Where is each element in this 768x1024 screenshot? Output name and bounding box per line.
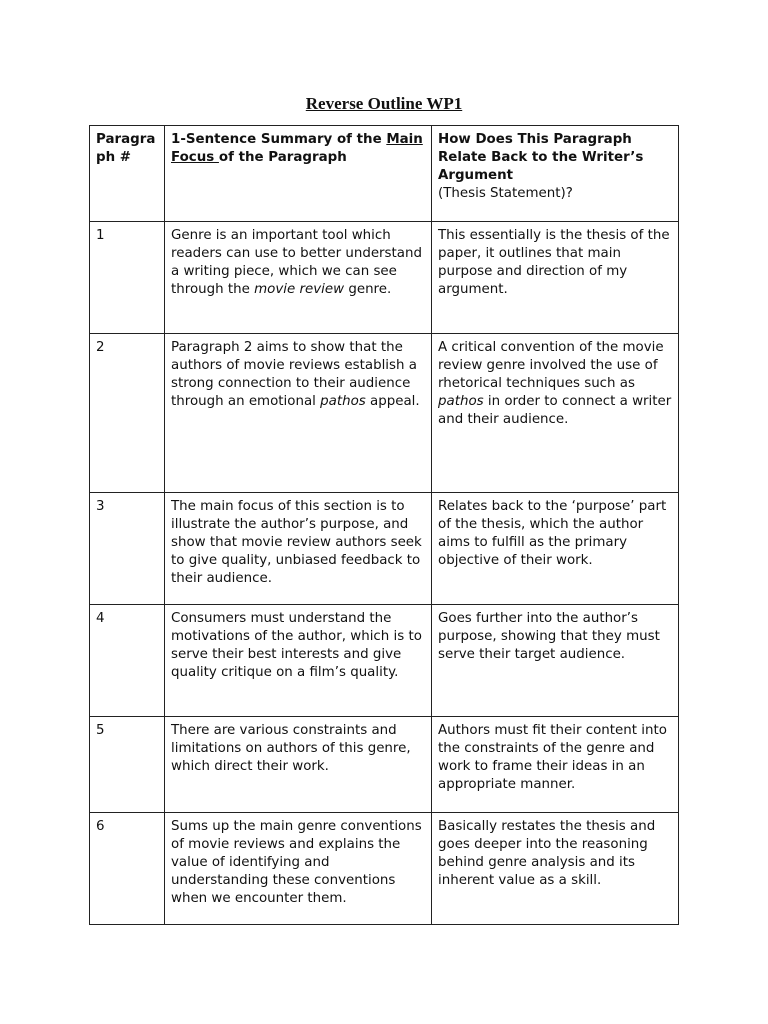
header-relation-title: How Does This Paragraph Relate Back to the Writer’s Argument xyxy=(438,132,644,183)
table-row xyxy=(90,222,679,334)
row-number: 3 xyxy=(90,493,165,605)
row-summary: Sums up the main genre conventions of movie reviews and explains the value of identifying and understanding these conventions when we encounter them. xyxy=(165,813,432,925)
row-summary: Consumers must understand the motivations of the author, which is to serve their best interests and give quality critique on a film’s quality. xyxy=(165,605,432,717)
row-summary: There are various constraints and limitations on authors of this genre, which direct their work. xyxy=(165,717,432,813)
header-relation-note: (Thesis Statement)? xyxy=(438,186,573,201)
row-summary: Genre is an important tool which readers can use to better understand a writing piece, which we can see through the movie review genre. xyxy=(165,222,432,334)
row-relation: Authors must fit their content into the constraints of the genre and work to frame their ideas in an appropriate manner. xyxy=(432,717,679,813)
table-header-row xyxy=(90,126,679,222)
header-main-focus: Main Focus xyxy=(171,132,423,165)
row-relation: Goes further into the author’s purpose, showing that they must serve their target audience. xyxy=(432,605,679,717)
header-paragraph-number: Paragraph # xyxy=(90,126,165,222)
row-relation: This essentially is the thesis of the paper, it outlines that main purpose and direction of my argument. xyxy=(432,222,679,334)
row-summary: The main focus of this section is to illustrate the author’s purpose, and show that movie review authors seek to give quality, unbiased feedback to their audience. xyxy=(165,493,432,605)
row-relation: A critical convention of the movie review genre involved the use of rhetorical techniques such as pathos in order to connect a writer and their audience. xyxy=(432,334,679,493)
row-relation: Basically restates the thesis and goes deeper into the reasoning behind genre analysis and its inherent value as a skill. xyxy=(432,813,679,925)
row-number: 4 xyxy=(90,605,165,717)
table-row xyxy=(90,605,679,717)
row-summary: Paragraph 2 aims to show that the authors of movie reviews establish a strong connection to their audience through an emotional pathos appeal. xyxy=(165,334,432,493)
table-row xyxy=(90,493,679,605)
table-row xyxy=(90,717,679,813)
header-summary: 1-Sentence Summary of the Main Focus of the Paragraph xyxy=(165,126,432,222)
table-row xyxy=(90,813,679,925)
row-relation: Relates back to the ‘purpose’ part of the thesis, which the author aims to fulfill as the primary objective of their work. xyxy=(432,493,679,605)
table-row xyxy=(90,334,679,493)
row-number: 2 xyxy=(90,334,165,493)
row-number: 6 xyxy=(90,813,165,925)
header-relation xyxy=(432,126,679,222)
reverse-outline-table xyxy=(89,125,679,925)
row-number: 5 xyxy=(90,717,165,813)
document-title: Reverse Outline WP1 xyxy=(305,94,463,113)
row-number: 1 xyxy=(90,222,165,334)
